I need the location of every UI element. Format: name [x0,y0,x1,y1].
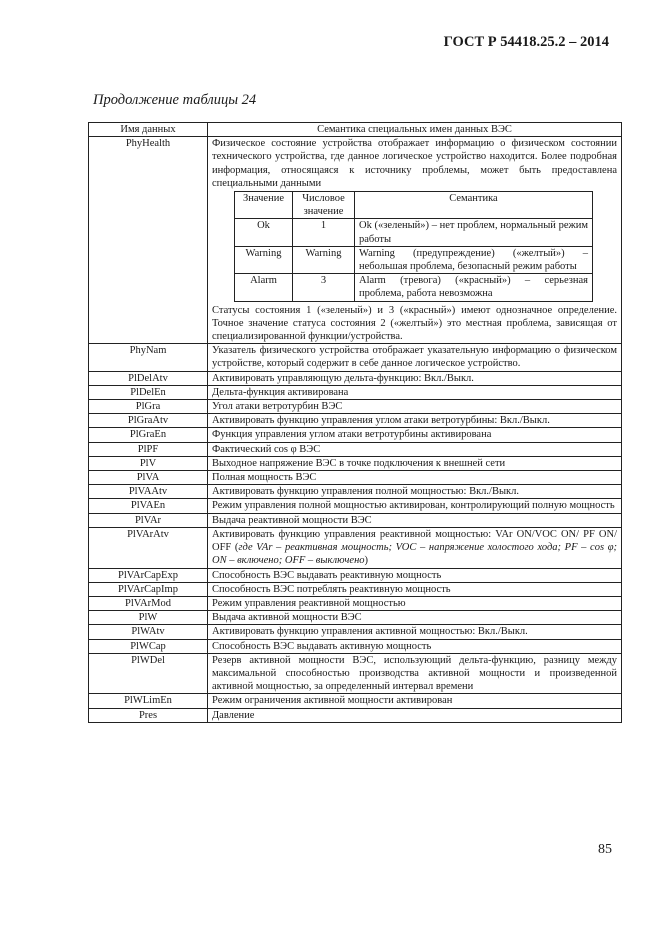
plvaratv-main: Активировать функцию управления реактивной мощностью: VAr ON/VOC ON/ PF ON/ OFF ( [212,528,617,554]
semantics-cell: Фактический cos φ ВЭС [208,442,622,456]
inner-value-cell: Warning [235,246,293,273]
phyhealth-outro: Статусы состояния 1 («зеленый») и 3 («красный») имеют однозначное определение. Точное значение статуса состояния 2 («желтый») это местная проблема, зависящая от специализированной функции/устройства. [212,304,617,343]
semantics-cell: Активировать функцию управления углом атаки ветротурбины: Вкл./Выкл. [208,414,622,428]
inner-header-semantics: Семантика [355,192,593,219]
data-name-cell: PlVArCapExp [89,568,208,582]
inner-numeric-cell: 3 [293,274,355,301]
inner-semantics-cell: Ok («зеленый») – нет проблем, нормальный режим работы [355,219,593,246]
data-name-cell: PlVArCapImp [89,582,208,596]
semantics-cell: Режим управления реактивной мощностью [208,596,622,610]
table-row [89,596,622,610]
data-name-cell: PlGra [89,400,208,414]
semantics-cell: Угол атаки ветротурбин ВЭС [208,400,622,414]
data-name-cell: PlVAr [89,513,208,527]
data-name-cell: PlW [89,611,208,625]
inner-numeric-cell: 1 [293,219,355,246]
inner-header-row [235,192,593,219]
data-name-cell: PlVA [89,471,208,485]
semantics-cell: Указатель физического устройства отображает указательную информацию о физическом устройстве, который содержит в себе данное логическое устройство. [208,344,622,371]
data-name-cell: PlWAtv [89,625,208,639]
table-row [89,653,622,694]
data-name-cell: PlWLimEn [89,694,208,708]
table-row [89,442,622,456]
inner-numeric-cell: Warning [293,246,355,273]
data-name-cell: PlVArAtv [89,527,208,568]
inner-header-value: Значение [235,192,293,219]
data-names-table [88,122,622,723]
column-header-semantics: Семантика специальных имен данных ВЭС [208,123,622,137]
table-row [89,428,622,442]
data-name-cell: Pres [89,708,208,722]
inner-semantics-cell: Alarm (тревога) («красный») – серьезная проблема, работа невозможна [355,274,593,301]
data-name-cell: PhyNam [89,344,208,371]
table-row [89,499,622,513]
data-name-cell: PlGraAtv [89,414,208,428]
data-name-cell: PlWCap [89,639,208,653]
plvaratv-close: ) [364,555,369,567]
semantics-cell: Активировать функцию управления активной мощностью: Вкл./Выкл. [208,625,622,639]
data-name-cell: PlVAAtv [89,485,208,499]
semantics-cell: Способность ВЭС выдавать активную мощность [208,639,622,653]
table-row [89,513,622,527]
table-row [89,344,622,371]
table-row [89,527,622,568]
table-row [89,582,622,596]
table-row [89,625,622,639]
semantics-cell: Давление [208,708,622,722]
table-continuation-title: Продолжение таблицы 24 [93,92,257,108]
semantics-cell: Способность ВЭС потреблять реактивную мощность [208,582,622,596]
document-code: ГОСТ Р 54418.25.2 – 2014 [443,34,609,50]
page-number: 85 [598,842,612,857]
data-name-cell: PlDelAtv [89,371,208,385]
table-row [89,639,622,653]
inner-header-numeric: Числовое значение [293,192,355,219]
semantics-cell: Полная мощность ВЭС [208,471,622,485]
data-name-cell: PlV [89,456,208,470]
inner-row [235,246,593,273]
table-row [89,456,622,470]
inner-semantics-cell: Warning (предупреждение) («желтый») – небольшая проблема, безопасный режим работы [355,246,593,273]
column-header-name: Имя данных [89,123,208,137]
semantics-cell: Активировать функцию управления полной мощностью: Вкл./Выкл. [208,485,622,499]
table-row [89,568,622,582]
table-row [89,385,622,399]
data-name-cell: PlVArMod [89,596,208,610]
inner-value-cell: Alarm [235,274,293,301]
table-row [89,708,622,722]
inner-row [235,274,593,301]
plvaratv-legend: где VAr – реактивная мощность; VOC – напряжение холостого хода; PF – cos φ; ON – включено; OFF – выключено [212,542,618,567]
inner-value-cell: Ok [235,219,293,246]
semantics-cell: Выдача активной мощности ВЭС [208,611,622,625]
semantics-cell: Активировать управляющую дельта-функцию: Вкл./Выкл. [208,371,622,385]
data-name-cell: PhyHealth [89,137,208,344]
table-row [89,414,622,428]
table-row [89,694,622,708]
table-row [89,611,622,625]
inner-row [235,219,593,246]
semantics-cell [208,137,622,344]
data-name-cell: PlDelEn [89,385,208,399]
semantics-cell: Выходное напряжение ВЭС в точке подключения к внешней сети [208,456,622,470]
semantics-cell: Способность ВЭС выдавать реактивную мощность [208,568,622,582]
table-header-row [89,123,622,137]
semantics-cell [208,527,622,568]
data-name-cell: PlPF [89,442,208,456]
table-row [89,485,622,499]
table-row [89,400,622,414]
semantics-cell: Резерв активной мощности ВЭС, использующий дельта-функцию, разницу между максимальной способностью производства активной мощности и произведенной активной мощностью, за определенный интервал времени [208,653,622,694]
table-row [89,137,622,344]
health-values-table [234,191,593,302]
semantics-cell: Режим ограничения активной мощности активирован [208,694,622,708]
semantics-cell: Функция управления углом атаки ветротурбины активирована [208,428,622,442]
phyhealth-intro: Физическое состояние устройства отображает информацию о физическом состоянии технического устройства, где данное логическое устройство находится. Более подробная информация, относящаяся к источнику проблемы, может быть предоставлена специальными данными [212,138,617,189]
data-name-cell: PlWDel [89,653,208,694]
semantics-cell: Выдача реактивной мощности ВЭС [208,513,622,527]
semantics-cell: Дельта-функция активирована [208,385,622,399]
table-row [89,471,622,485]
semantics-cell: Режим управления полной мощностью активирован, контролирующий полную мощность [208,499,622,513]
table-row [89,371,622,385]
data-name-cell: PlGraEn [89,428,208,442]
data-name-cell: PlVAEn [89,499,208,513]
